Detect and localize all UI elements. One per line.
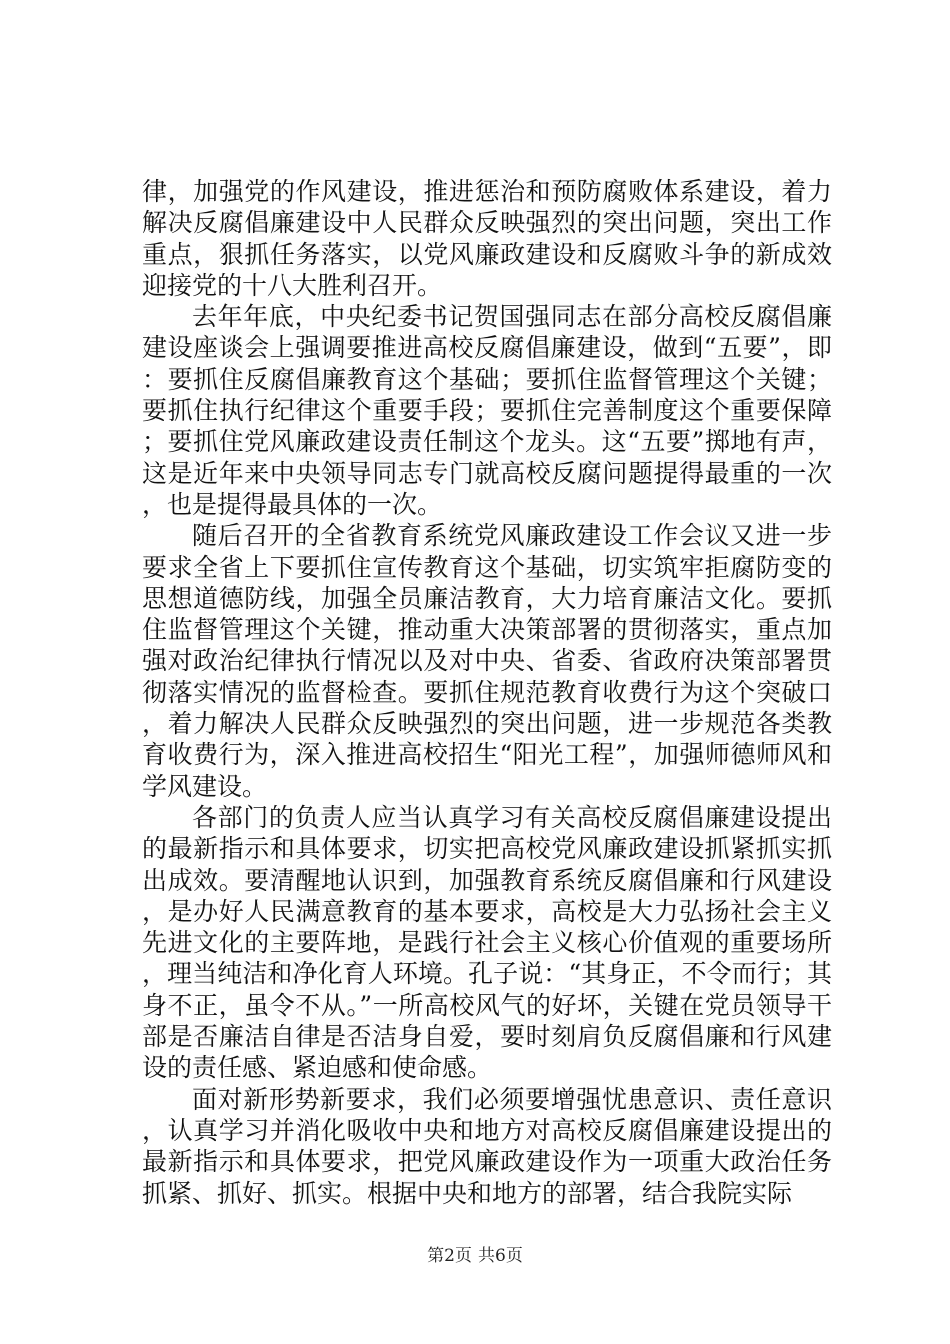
- page-footer: [0, 1241, 950, 1266]
- page-number: 第2页: [427, 1246, 472, 1266]
- document-body: [142, 176, 832, 1209]
- paragraph-4: 各部门的负责人应当认真学习有关高校反腐倡廉建设提出的最新指示和具体要求，切实把高校党风廉政建设抓紧抓实抓出成效。要清醒地认识到，加强教育系统反腐倡廉和行风建设，是办好人民满意教育的基本要求，高校是大力弘扬社会主义先进文化的主要阵地，是践行社会主义核心价值观的重要场所，理当纯洁和净化育人环境。孔子说：“其身正，不令而行；其身不正，虽令不从。”一所高校风气的好坏，关键在党员领导干部是否廉洁自律是否洁身自爱，要时刻肩负反腐倡廉和行风建设的责任感、紧迫感和使命感。: [142, 802, 832, 1083]
- page-total: 共6页: [478, 1246, 523, 1266]
- paragraph-5: 面对新形势新要求，我们必须要增强忧患意识、责任意识，认真学习并消化吸收中央和地方对高校反腐倡廉建设提出的最新指示和具体要求，把党风廉政建设作为一项重大政治任务抓紧、抓好、抓实。根据中央和地方的部署，结合我院实际: [142, 1084, 832, 1208]
- paragraph-3: 随后召开的全省教育系统党风廉政建设工作会议又进一步要求全省上下要抓住宣传教育这个基础，切实筑牢拒腐防变的思想道德防线，加强全员廉洁教育，大力培育廉洁文化。要抓住监督管理这个关键，推动重大决策部署的贯彻落实，重点加强对政治纪律执行情况以及对中央、省委、省政府决策部署贯彻落实情况的监督检查。要抓住规范教育收费行为这个突破口，着力解决人民群众反映强烈的突出问题，进一步规范各类教育收费行为，深入推进高校招生“阳光工程”，加强师德师风和学风建设。: [142, 521, 832, 801]
- paragraph-2: 去年年底，中央纪委书记贺国强同志在部分高校反腐倡廉建设座谈会上强调要推进高校反腐倡廉建设，做到“五要”，即：要抓住反腐倡廉教育这个基础；要抓住监督管理这个关键；要抓住执行纪律这个重要手段；要抓住完善制度这个重要保障；要抓住党风廉政建设责任制这个龙头。这“五要”掷地有声，这是近年来中央领导同志专门就高校反腐问题提得最重的一次，也是提得最具体的一次。: [142, 302, 832, 519]
- paragraph-1: 律，加强党的作风建设，推进惩治和预防腐败体系建设，着力解决反腐倡廉建设中人民群众反映强烈的突出问题，突出工作重点，狠抓任务落实，以党风廉政建设和反腐败斗争的新成效迎接党的十八大胜利召开。: [142, 177, 832, 300]
